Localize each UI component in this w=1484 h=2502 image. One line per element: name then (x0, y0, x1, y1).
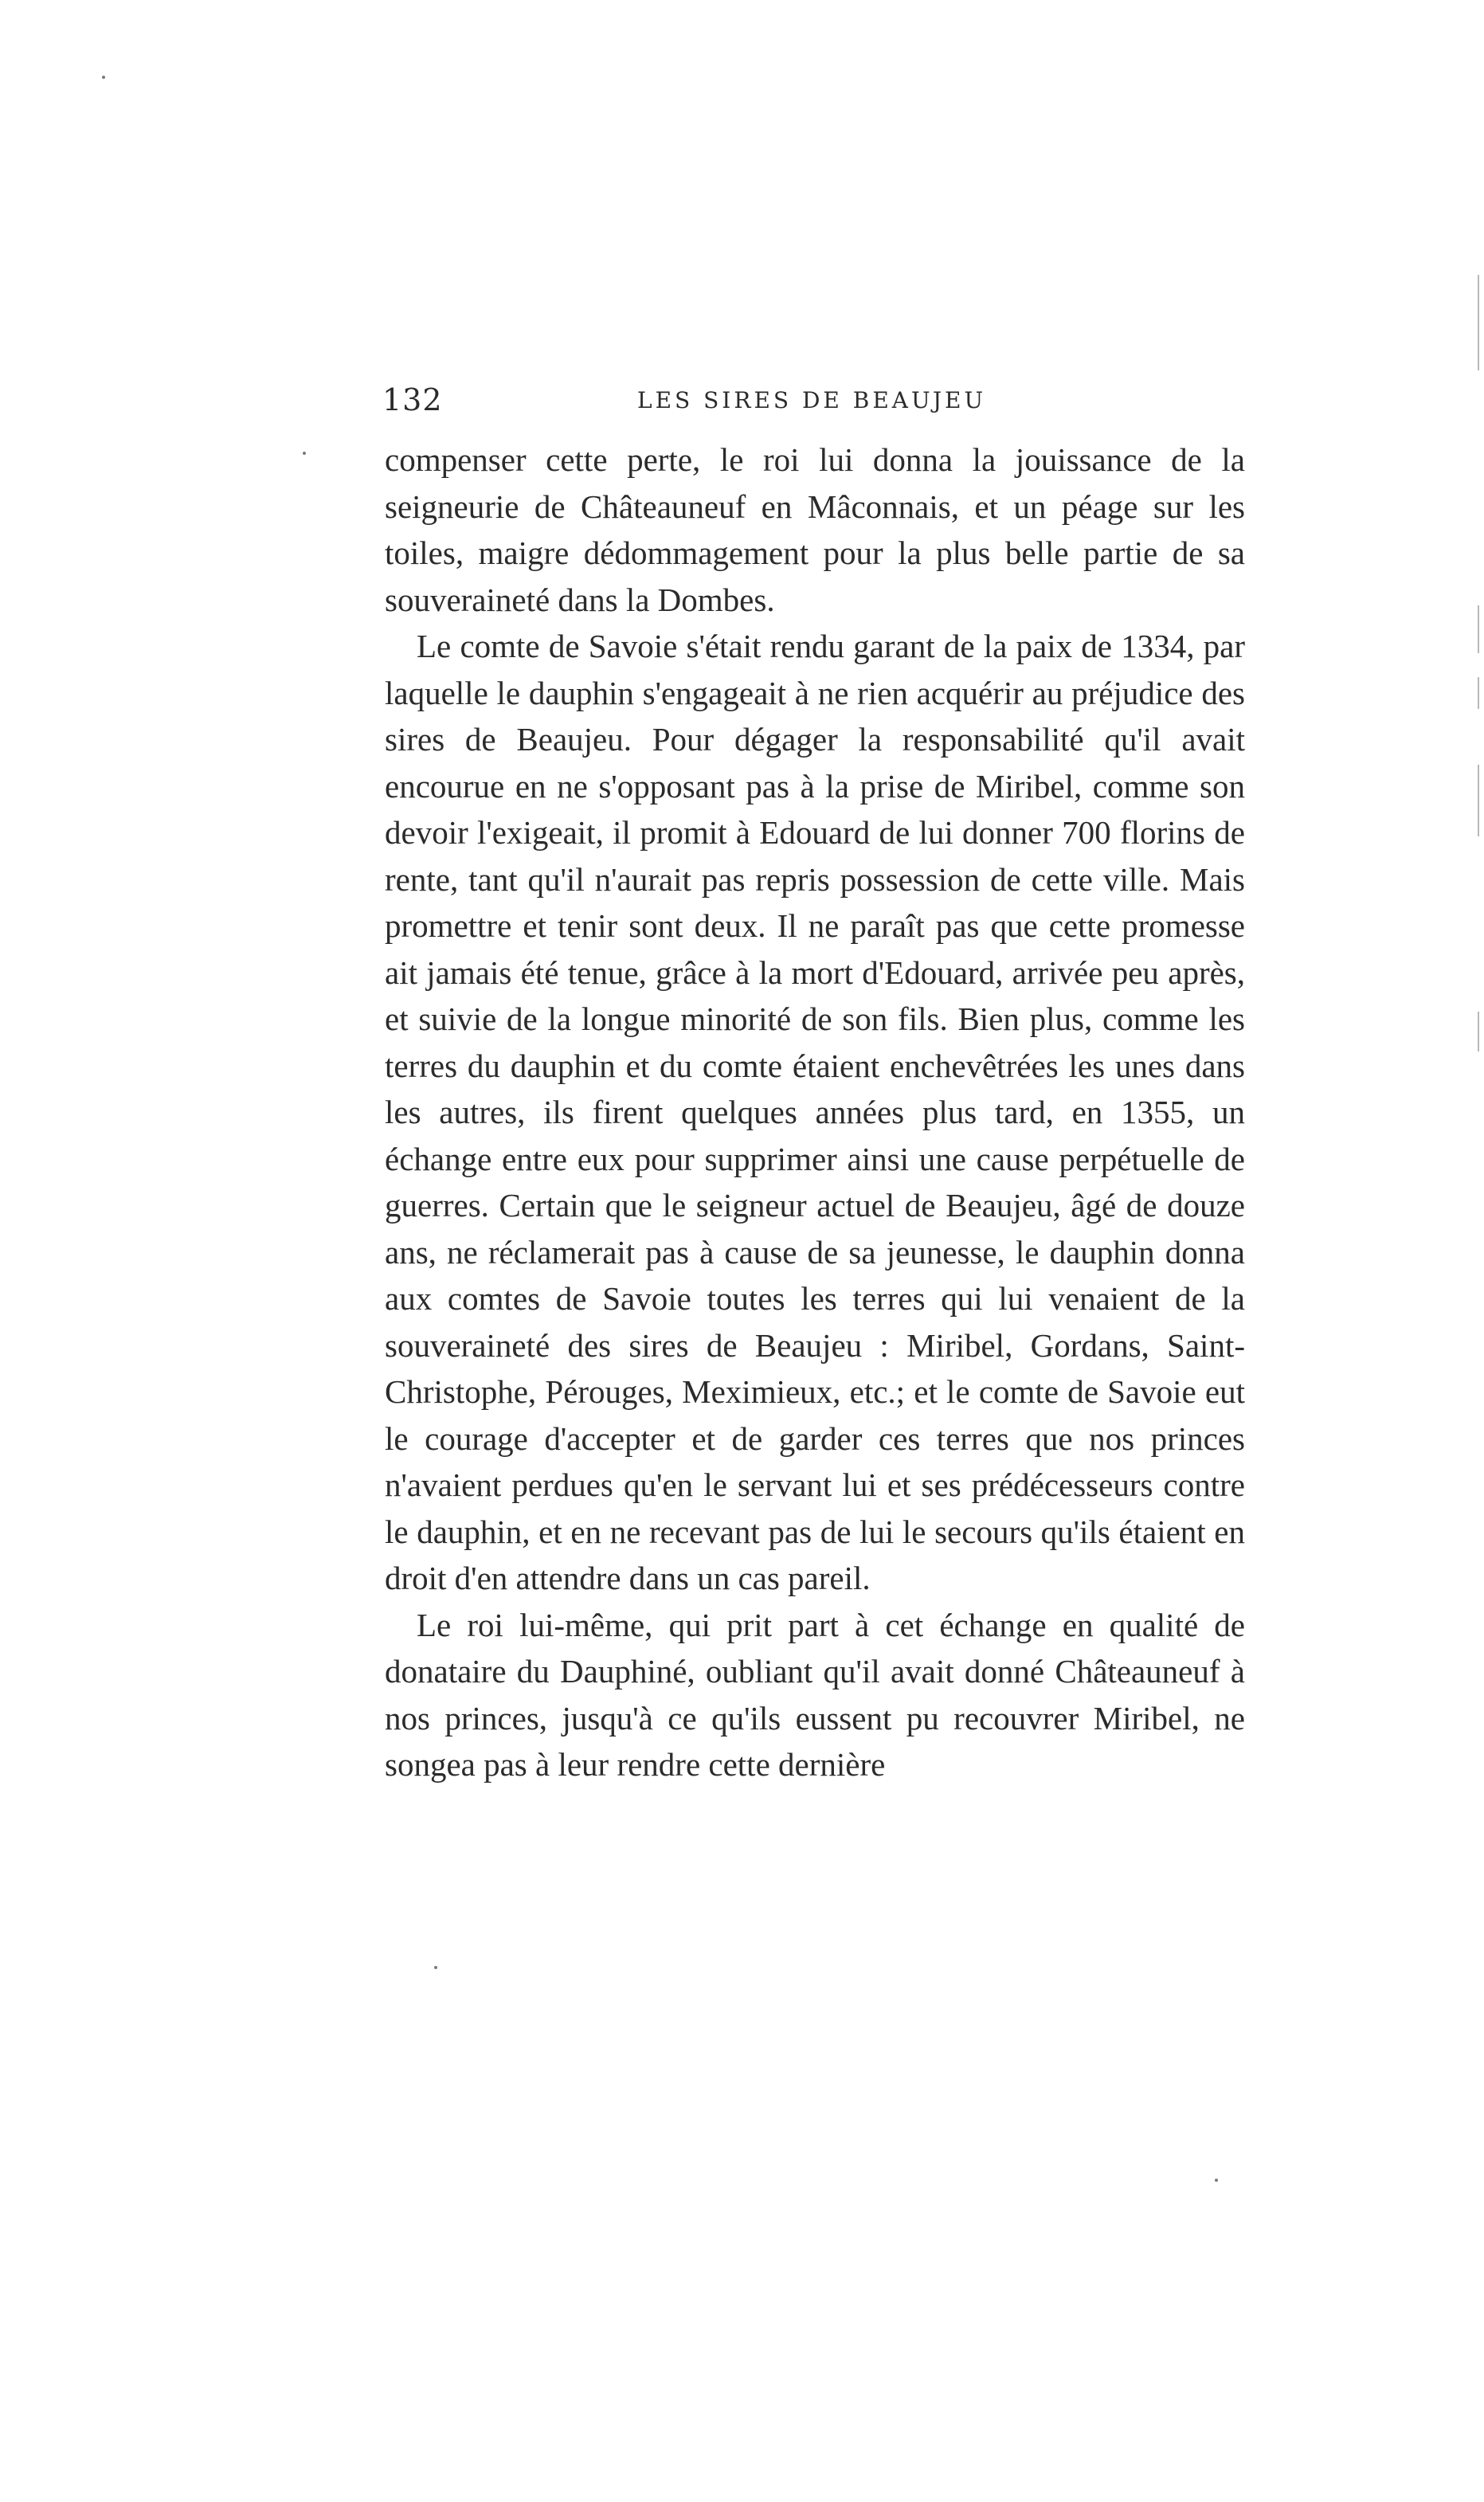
scan-edge-mark (1478, 1012, 1479, 1051)
scan-dot (303, 452, 306, 455)
page-number: 132 (382, 382, 443, 417)
scan-dot (1215, 2179, 1218, 2182)
body-text (385, 437, 1245, 1788)
scan-edge-mark (1478, 275, 1479, 370)
scan-edge-mark (1478, 677, 1479, 709)
paragraph-3: Le roi lui-même, qui prit part à cet échange en qualité de donataire du Dauphiné, oubliant qu'il avait donné Châteauneuf à nos princes, jusqu'à ce qu'ils eussent pu recouvrer Miribel, ne songea pas à leur rendre cette dernière (385, 1606, 1245, 1783)
running-title: LES SIRES DE BEAUJEU (637, 387, 987, 413)
scan-dot (102, 76, 105, 79)
paragraph-1: compenser cette perte, le roi lui donna la jouissance de la seigneurie de Châteauneuf en Mâconnais, et un péage sur les toiles, maigre dédommagement pour la plus belle partie de sa souveraineté dans la Dombes. (385, 441, 1245, 618)
scan-dot (434, 1966, 437, 1969)
scan-edge-mark (1478, 765, 1479, 836)
scan-edge-mark (1478, 605, 1479, 653)
paragraph-2: Le comte de Savoie s'était rendu garant de la paix de 1334, par laquelle le dauphin s'engageait à ne rien acquérir au préjudice des sires de Beaujeu. Pour dégager la responsabilité qu'il avait encourue en ne s'opposant pas à la prise de Miribel, comme son devoir l'exigeait, il promit à Edouard de lui donner 700 florins de rente, tant qu'il n'aurait pas repris possession de cette ville. Mais promettre et tenir sont deux. Il ne paraît pas que cette promesse ait jamais été tenue, grâce à la mort d'Edouard, arrivée peu après, et suivie de la longue minorité de son fils. Bien plus, comme les terres du dauphin et du comte étaient enchevêtrées les unes dans les autres, ils firent quelques années plus tard, en 1355, un échange entre eux pour supprimer ainsi une cause perpétuelle de guerres. Certain que le seigneur actuel de Beaujeu, âgé de douze ans, ne réclamerait pas à cause de sa jeunesse, le dauphin donna aux comtes de Savoie toutes les terres qui lui venaient de la souveraineté des sires de Beaujeu : Miribel, Gordans, Saint-Christophe, Pérouges, Meximieux, etc.; et le comte de Savoie eut le courage d'accepter et de garder ces terres que nos princes n'avaient perdues qu'en le servant lui et ses prédécesseurs contre le dauphin, et en ne recevant pas de lui le secours qu'ils étaient en droit d'en attendre dans un cas pareil. (385, 628, 1245, 1596)
running-head (382, 382, 1247, 430)
